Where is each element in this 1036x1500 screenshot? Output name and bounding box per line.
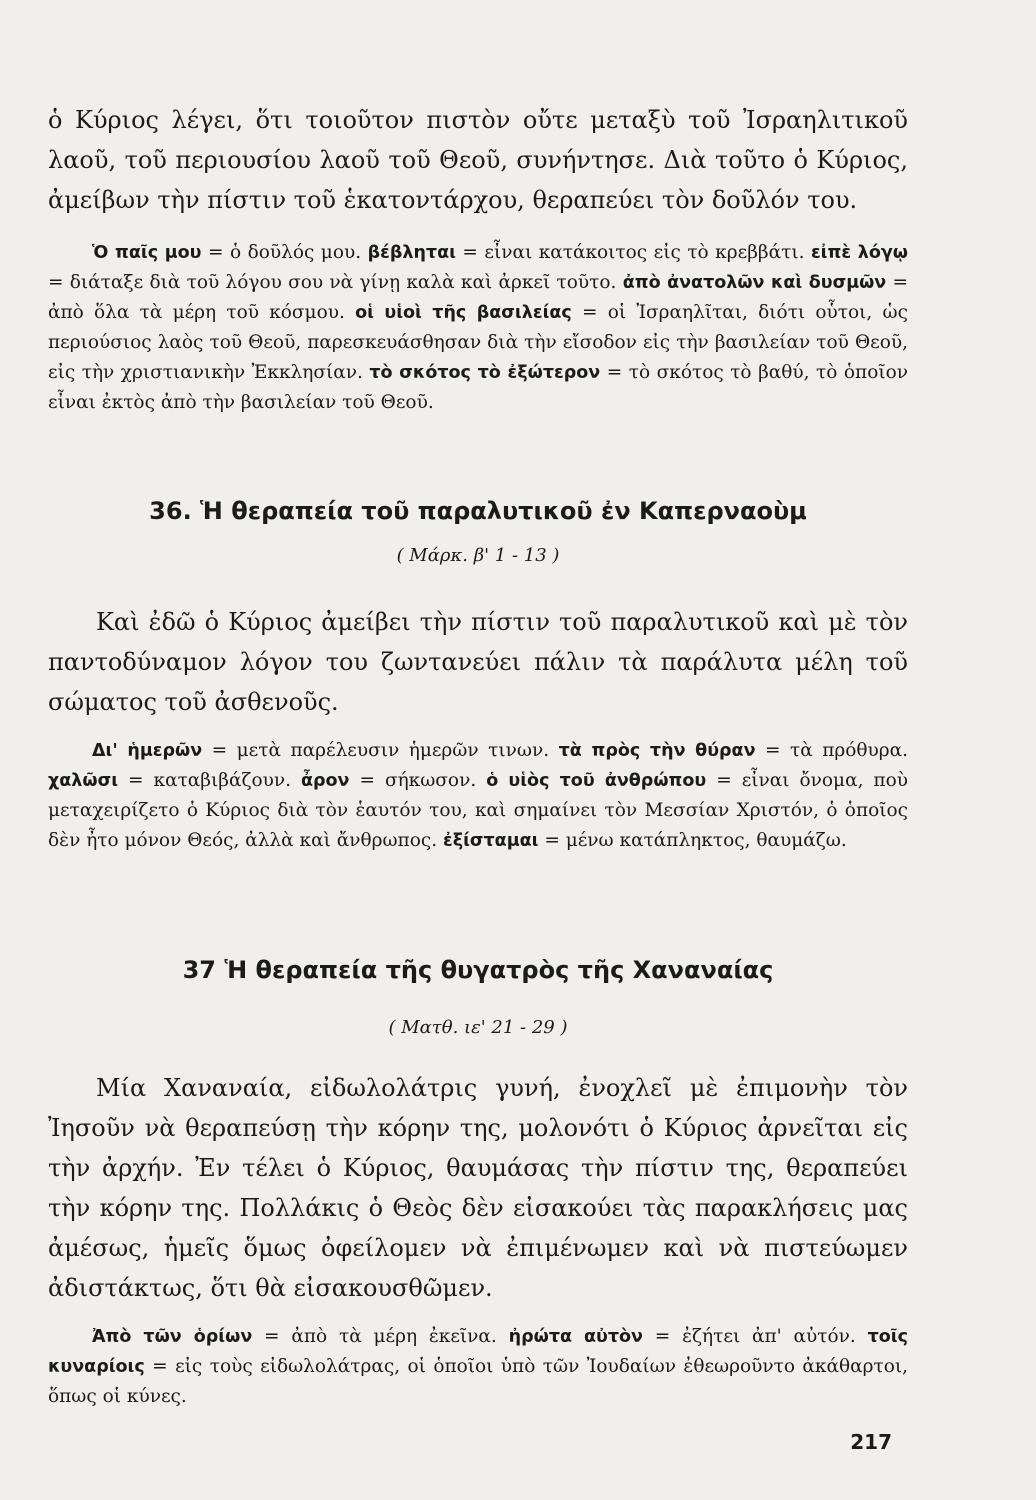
section-37-heading: 37 Ἡ θεραπεία τῆς θυγατρὸς τῆς Χαναναίας: [182, 956, 774, 984]
section-37-glossary: Ἀπὸ τῶν ὁρίων = ἀπὸ τὰ μέρη ἐκεῖνα. ἠρώτα αὐτὸν = ἐζήτει ἀπ' αὐτόν. τοῖς κυναρίοις = εἰς τοὺς εἰδωλολάτρας, οἱ ὁποῖοι ὑπὸ τῶν Ἰουδαίων ἐθεωροῦντο ἀκάθαρτοι, ὅπως οἱ κύνες.: [48, 1326, 908, 1407]
intro-paragraph: ὁ Κύριος λέγει, ὅτι τοιοῦτον πιστὸν οὔτε μεταξὺ τοῦ Ἰσραηλιτικοῦ λαοῦ, τοῦ περιουσίου λαοῦ τοῦ Θεοῦ, συνήντησε. Διὰ τοῦτο ὁ Κύριος, ἀμείβων τὴν πίστιν τοῦ ἑκατοντάρχου, θεραπεύει τὸν δοῦλόν του.: [48, 106, 908, 214]
section-36-reference: ( Μάρκ. β' 1 - 13 ): [396, 545, 560, 566]
intro-block: [48, 100, 908, 418]
section-36-paragraph: Καὶ ἐδῶ ὁ Κύριος ἀμείβει τὴν πίστιν τοῦ παραλυτικοῦ καὶ μὲ τὸν παντοδύναμον λόγον του ζωντανεύει πάλιν τὰ παράλυτα μέλη τοῦ σώματος τοῦ ἀσθενοῦς.: [48, 608, 908, 716]
section-36-heading: 36. Ἡ θεραπεία τοῦ παραλυτικοῦ ἐν Καπερναοὺμ: [149, 497, 807, 525]
page-number: 217: [850, 1430, 892, 1454]
section-37-body: [48, 1068, 908, 1412]
section-37-reference: ( Ματθ. ιε' 21 - 29 ): [388, 1017, 568, 1038]
section-36-glossary: Δι' ἡμερῶν = μετὰ παρέλευσιν ἡμερῶν τινων. τὰ πρὸς τὴν θύραν = τὰ πρόθυρα. χαλῶσι = καταβιβάζουν. ἆρον = σήκωσον. ὁ υἱὸς τοῦ ἀνθρώπου = εἶναι ὄνομα, ποὺ μεταχειρίζετο ὁ Κύριος διὰ τὸν ἑαυτόν του, καὶ σημαίνει τὸν Μεσσίαν Χριστόν, ὁ ὁποῖος δὲν ἦτο μόνον Θεός, ἀλλὰ καὶ ἄνθρωπος. ἐξίσταμαι = μένω κατάπληκτος, θαυμάζω.: [48, 740, 909, 851]
intro-glossary: Ὁ παῖς μου = ὁ δοῦλός μου. βέβληται = εἶναι κατάκοιτος εἰς τὸ κρεββάτι. εἰπὲ λόγῳ = διάταξε διὰ τοῦ λόγου σου νὰ γίνῃ καλὰ καὶ ἀρκεῖ τοῦτο. ἀπὸ ἀνατολῶν καὶ δυσμῶν = ἀπὸ ὅλα τὰ μέρη τοῦ κόσμου. οἱ υἱοὶ τῆς βασιλείας = οἱ Ἰσραηλῖται, διότι οὗτοι, ὡς περιούσιος λαὸς τοῦ Θεοῦ, παρεσκευάσθησαν διὰ τὴν εἴσοδον εἰς τὴν βασιλείαν τοῦ Θεοῦ, εἰς τὴν χριστιανικὴν Ἐκκλησίαν. τὸ σκότος τὸ ἐξώτερον = τὸ σκότος τὸ βαθύ, τὸ ὁποῖον εἶναι ἐκτὸς ἀπὸ τὴν βασιλείαν τοῦ Θεοῦ.: [48, 242, 909, 413]
section-36-body: [48, 602, 908, 856]
section-37-paragraph: Μία Χαναναία, εἰδωλολάτρις γυνή, ἐνοχλεῖ μὲ ἐπιμονὴν τὸν Ἰησοῦν νὰ θεραπεύσῃ τὴν κόρην της, μολονότι ὁ Κύριος ἀρνεῖται εἰς τὴν ἀρχήν. Ἐν τέλει ὁ Κύριος, θαυμάσας τὴν πίστιν της, θεραπεύει τὴν κόρην της. Πολλάκις ὁ Θεὸς δὲν εἰσακούει τὰς παρακλήσεις μας ἀμέσως, ἡμεῖς ὅμως ὀφείλομεν νὰ ἐπιμένωμεν καὶ νὰ πιστεύωμεν ἀδιστάκτως, ὅτι θὰ εἰσακουσθῶμεν.: [48, 1074, 908, 1302]
